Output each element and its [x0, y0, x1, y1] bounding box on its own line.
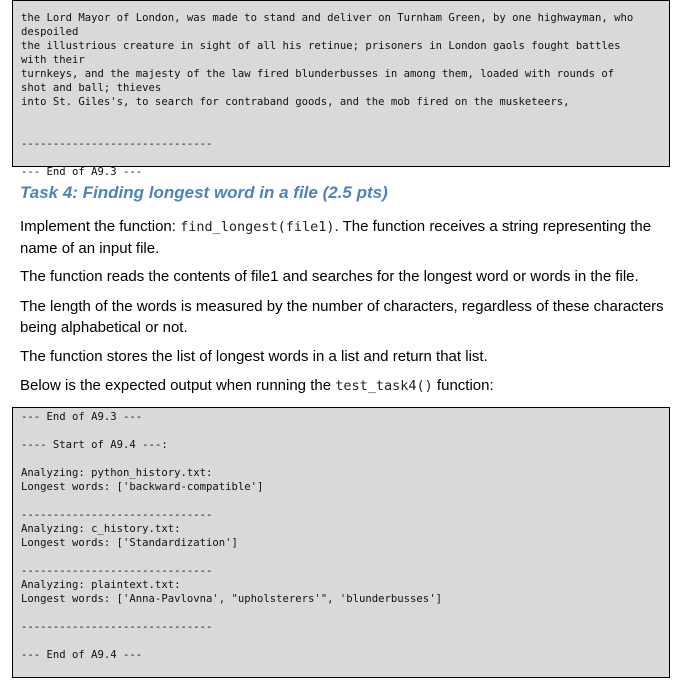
output-line [21, 494, 661, 508]
output-line: turnkeys, and the majesty of the law fired blunderbusses in among them, loaded with rounds of [21, 68, 615, 80]
paragraph-expected [20, 375, 670, 397]
output-line [21, 606, 661, 620]
output-line [21, 151, 661, 165]
paragraph-stores: The function stores the list of longest words in a list and return that list. [20, 348, 488, 365]
expected-output-box [12, 407, 670, 678]
output-line: Longest words: ['Standardization'] [21, 537, 238, 549]
output-line: Longest words: ['backward-compatible'] [21, 481, 264, 493]
output-line: shot and ball; thieves [21, 82, 162, 94]
output-line: ------------------------------ [21, 621, 213, 633]
p5-text-after: function: [432, 377, 494, 394]
output-line: ------------------------------ [21, 138, 213, 150]
output-line: ------------------------------ [21, 565, 213, 577]
output-line [21, 123, 661, 137]
output-line [21, 634, 661, 648]
output-line: with their [21, 54, 85, 66]
output-line [21, 109, 661, 123]
p1-text: Implement the function: [20, 218, 181, 235]
output-line: --- End of A9.4 --- [21, 649, 143, 661]
output-line: the illustrious creature in sight of all his retinue; prisoners in London gaols fought battles [21, 40, 621, 52]
previous-output-box [12, 0, 670, 178]
paragraph-reads: The function reads the contents of file1 and searches for the longest word or words in the file. [20, 268, 639, 285]
output-line: Analyzing: plaintext.txt: [21, 579, 181, 591]
output-line [21, 424, 661, 438]
output-line: Analyzing: python_history.txt: [21, 467, 213, 479]
output-line: --- End of A9.3 --- [21, 411, 143, 423]
p5-text: Below is the expected output when running the [20, 377, 336, 394]
output-line: ------------------------------ [21, 509, 213, 521]
output-line [21, 550, 661, 564]
output-line: --- End of A9.3 --- [21, 166, 143, 178]
task-heading: Task 4: Finding longest word in a file (2.5 pts) [20, 183, 388, 202]
output-line: into St. Giles's, to search for contraband goods, and the mob fired on the musketeers, [21, 96, 570, 108]
paragraph-length: The length of the words is measured by the number of characters, regardless of these characters being alphabetical or not. [20, 298, 664, 336]
output-line [21, 452, 661, 466]
paragraph-implement [20, 216, 670, 259]
output-line: the Lord Mayor of London, was made to stand and deliver on Turnham Green, by one highwayman, who [21, 12, 634, 24]
p1-text-after: . The function receives a string representing the name of an input file. [20, 218, 652, 257]
output-line: despoiled [21, 26, 79, 38]
output-line: ---- Start of A9.4 ---: [21, 439, 168, 451]
function-signature: find_longest(file1) [180, 219, 335, 235]
output-line: Longest words: ['Anna-Pavlovna', "upholsterers'", 'blunderbusses'] [21, 593, 442, 605]
test-function-name: test_task4() [335, 378, 433, 394]
output-line: Analyzing: c_history.txt: [21, 523, 181, 535]
